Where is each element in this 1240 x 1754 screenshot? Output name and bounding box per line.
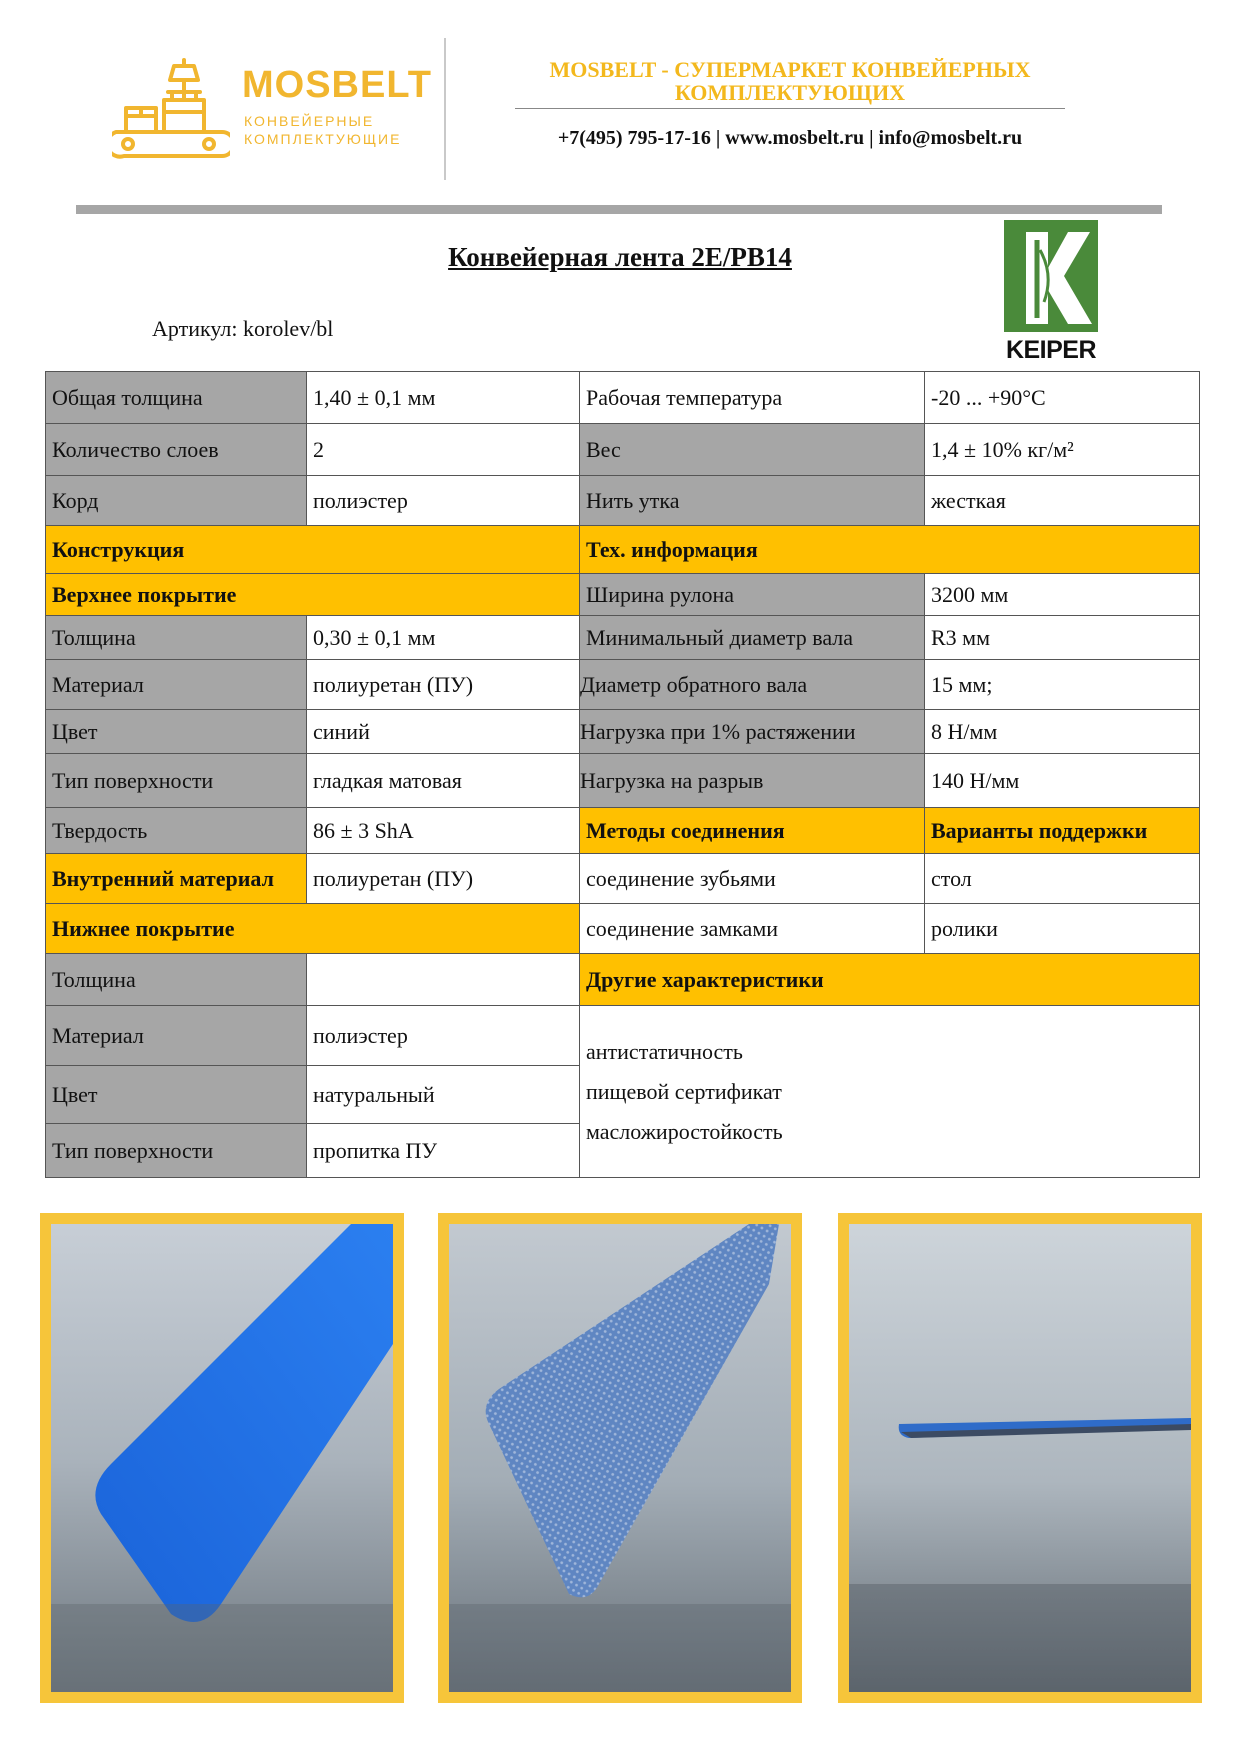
other-characteristic-item: антистатичность bbox=[586, 1038, 743, 1064]
table-row bbox=[46, 526, 1200, 574]
table-row bbox=[46, 476, 1200, 526]
spec-label: Количество слоев bbox=[46, 424, 307, 476]
spec-label: Тип поверхности bbox=[46, 754, 307, 808]
spec-label: Внутренний материал bbox=[46, 854, 307, 904]
spec-value: R3 мм bbox=[925, 616, 1200, 660]
header-title bbox=[500, 58, 1080, 104]
spec-label: Материал bbox=[46, 660, 307, 710]
table-row bbox=[46, 1006, 1200, 1066]
logo-name: MOSBELT bbox=[242, 64, 432, 106]
keiper-wordmark: KEIPER bbox=[1005, 336, 1097, 364]
table-row bbox=[46, 854, 1200, 904]
spec-value: 3200 мм bbox=[925, 574, 1200, 616]
section-header-joining: Методы соединения bbox=[580, 808, 925, 854]
support-option: стол bbox=[925, 854, 1200, 904]
section-header-tech-info: Тех. информация bbox=[580, 526, 1200, 574]
other-characteristics-list bbox=[586, 1032, 1193, 1152]
spec-label: Нагрузка на разрыв bbox=[580, 754, 925, 808]
spec-value: жесткая bbox=[925, 476, 1200, 526]
conveyor-logo-icon bbox=[112, 56, 230, 161]
spec-label: Толщина bbox=[46, 954, 307, 1006]
section-header-other: Другие характеристики bbox=[580, 954, 1200, 1006]
header-title-line1: MOSBELT - СУПЕРМАРКЕТ КОНВЕЙЕРНЫХ bbox=[549, 57, 1031, 82]
spec-label: Материал bbox=[46, 1006, 307, 1066]
table-row bbox=[46, 754, 1200, 808]
section-header-support: Варианты поддержки bbox=[925, 808, 1200, 854]
spec-label: Нить утка bbox=[580, 476, 925, 526]
separator-bar bbox=[76, 205, 1162, 214]
table-row bbox=[46, 574, 1200, 616]
logo-tagline-line2: КОМПЛЕКТУЮЩИЕ bbox=[244, 131, 402, 147]
article-number: Артикул: korolev/bl bbox=[152, 316, 334, 341]
table-row bbox=[46, 372, 1200, 424]
keiper-k-icon bbox=[1004, 220, 1098, 332]
specification-table bbox=[45, 371, 1200, 1178]
spec-value: 8 Н/мм bbox=[925, 710, 1200, 754]
spec-value: -20 ... +90°C bbox=[925, 372, 1200, 424]
header-underline bbox=[515, 108, 1065, 109]
spec-value: 140 Н/мм bbox=[925, 754, 1200, 808]
support-option: ролики bbox=[925, 904, 1200, 954]
spec-value: полиэстер bbox=[307, 1006, 580, 1066]
logo-tagline bbox=[244, 112, 401, 148]
section-header-bottom-cover: Нижнее покрытие bbox=[46, 904, 580, 954]
spec-value: 86 ± 3 ShA bbox=[307, 808, 580, 854]
belt-top-surface-photo bbox=[40, 1213, 404, 1703]
spec-label: Толщина bbox=[46, 616, 307, 660]
keiper-logo bbox=[1004, 220, 1098, 366]
spec-value: пропитка ПУ bbox=[307, 1124, 580, 1178]
spec-value: 0,30 ± 0,1 мм bbox=[307, 616, 580, 660]
spec-label: Минимальный диаметр вала bbox=[580, 616, 925, 660]
table-row bbox=[46, 660, 1200, 710]
spec-value: полиуретан (ПУ) bbox=[307, 854, 580, 904]
section-header-construction: Конструкция bbox=[46, 526, 580, 574]
spec-value bbox=[307, 954, 580, 1006]
joining-method: соединение зубьями bbox=[580, 854, 925, 904]
belt-edge-profile-photo bbox=[838, 1213, 1202, 1703]
header-divider bbox=[444, 38, 446, 180]
spec-label: Общая толщина bbox=[46, 372, 307, 424]
table-row bbox=[46, 904, 1200, 954]
spec-value: гладкая матовая bbox=[307, 754, 580, 808]
other-characteristic-item: пищевой сертификат bbox=[586, 1078, 782, 1104]
table-row bbox=[46, 710, 1200, 754]
spec-value: 2 bbox=[307, 424, 580, 476]
spec-value: полиэстер bbox=[307, 476, 580, 526]
table-row bbox=[46, 808, 1200, 854]
table-row bbox=[46, 424, 1200, 476]
spec-value: синий bbox=[307, 710, 580, 754]
spec-value: натуральный bbox=[307, 1066, 580, 1124]
section-header-top-cover: Верхнее покрытие bbox=[46, 574, 580, 616]
table-row bbox=[46, 616, 1200, 660]
spec-label: Цвет bbox=[46, 1066, 307, 1124]
spec-value: 15 мм; bbox=[925, 660, 1200, 710]
spec-label: Твердость bbox=[46, 808, 307, 854]
other-characteristic-item: масложиростойкость bbox=[586, 1118, 783, 1144]
mosbelt-logo bbox=[112, 56, 432, 166]
spec-label: Вес bbox=[580, 424, 925, 476]
table-row bbox=[46, 954, 1200, 1006]
spec-value: 1,40 ± 0,1 мм bbox=[307, 372, 580, 424]
other-characteristics bbox=[580, 1006, 1200, 1178]
spec-label: Диаметр обратного вала bbox=[580, 660, 925, 710]
joining-method: соединение замками bbox=[580, 904, 925, 954]
spec-label: Цвет bbox=[46, 710, 307, 754]
spec-value: полиуретан (ПУ) bbox=[307, 660, 580, 710]
logo-tagline-line1: КОНВЕЙЕРНЫЕ bbox=[244, 113, 375, 129]
spec-value: 1,4 ± 10% кг/м² bbox=[925, 424, 1200, 476]
spec-label: Корд bbox=[46, 476, 307, 526]
header-title-line2: КОМПЛЕКТУЮЩИХ bbox=[674, 80, 906, 105]
document-title: Конвейерная лента 2E/PB14 bbox=[448, 242, 792, 272]
header-info bbox=[500, 58, 1080, 150]
spec-label: Нагрузка при 1% растяжении bbox=[580, 710, 925, 754]
belt-bottom-surface-photo bbox=[438, 1213, 802, 1703]
spec-label: Ширина рулона bbox=[580, 574, 925, 616]
contacts[interactable]: +7(495) 795-17-16 | www.mosbelt.ru | info@mosbelt.ru bbox=[557, 127, 1023, 149]
spec-label: Тип поверхности bbox=[46, 1124, 307, 1178]
spec-label: Рабочая температура bbox=[580, 372, 925, 424]
